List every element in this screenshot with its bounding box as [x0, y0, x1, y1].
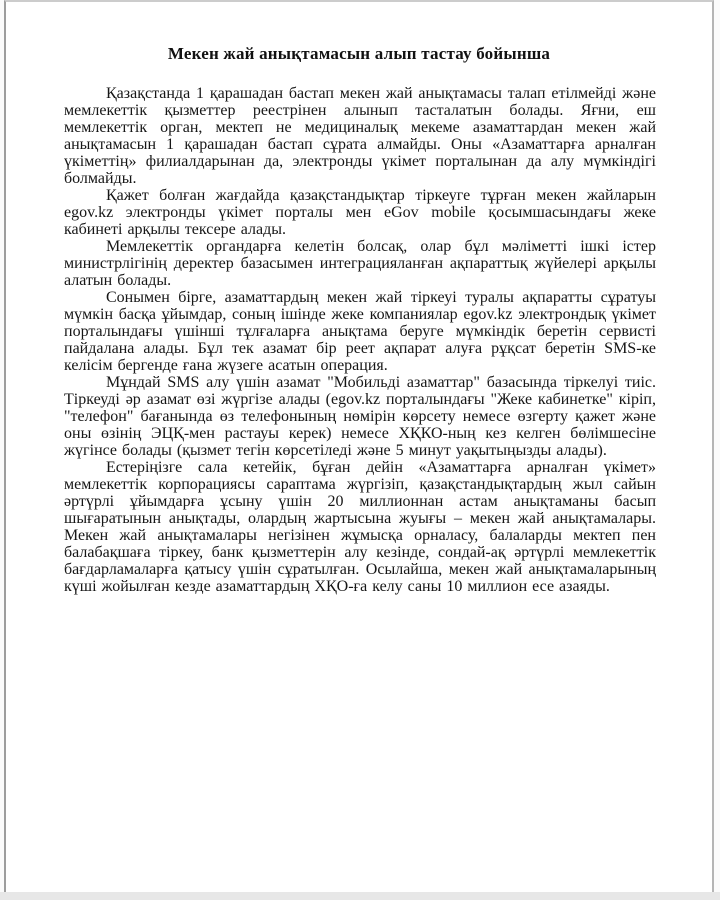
- paragraph: Қазақстанда 1 қарашадан бастап мекен жай анықтамасы талап етілмейді және мемлекеттік қызметтер реестрінен алынып тасталатын болады. Яғни, еш мемлекеттік орган, мектеп не медициналық мекеме азаматтардан мекен жай анықтамасын 1 қарашадан бастап сұрата алмайды. Оны «Азаматтарға арналған үкіметтің» филиалдарынан да, электронды үкімет порталынан да алу мүмкіндігі болмайды.: [64, 85, 656, 187]
- page-bottom-margin: [0, 892, 720, 900]
- paragraph: Сонымен бірге, азаматтардың мекен жай тіркеуі туралы ақпаратты сұратуы мүмкін басқа ұйымдар, соның ішінде жеке компаниялар egov.kz электрондық үкімет порталындағы үшінші тұлғаларға анықтама беруге мүмкіндік беретін сервисті пайдалана алады. Бұл тек азамат бір реет ақпарат алуға рұқсат беретін SMS-ке келісім бергенде ғана жүзеге асатын операция.: [64, 289, 656, 374]
- paragraph: Қажет болған жағдайда қазақстандықтар тіркеуге тұрған мекен жайларын egov.kz электронды үкімет порталы мен eGov mobile қосымшасындағы жеке кабинеті арқылы тексере алады.: [64, 187, 656, 238]
- document-page: [4, 0, 714, 892]
- paragraph: Естеріңізге сала кетейік, бұған дейін «Азаматтарға арналған үкімет» мемлекеттік корпорациясы сараптама жүргізіп, қазақстандықтардың жыл сайын әртүрлі ұйымдарға ұсыну үшін 20 миллионнан астам анықтаманы басып шығаратынын анықтады, олардың жартысына жуығы – мекен жай анықтамалары. Мекен жай анықтамалары негізінен жұмысқа орналасу, балаларды мектеп пен балабақшаға тіркеу, банк қызметтерін алу кезінде, сондай-ақ әртүрлі мемлекеттік бағдарламаларға қатысу үшін сұратылған. Осылайша, мекен жай анықтамаларының күші жойылған кезде азаматтардың ХҚО-ға келу саны 10 миллион есе азаяды.: [64, 459, 656, 595]
- document-title: Мекен жай анықтамасын алып тастау бойынша: [167, 44, 551, 63]
- paragraph: Мұндай SMS алу үшін азамат "Мобильді азаматтар" базасында тіркелуі тиіс. Тіркеуді әр азамат өзі жүргізе алады (egov.kz порталындағы "Жеке кабинетке" кіріп, "телефон" бағанында өз телефонының нөмірін көрсету немесе өзгерту қажет және оны өзінің ЭЦҚ-мен растауы керек) немесе ХҚКО-ның кез келген бөлімшесіне жүгінсе болады (қызмет тегін көрсетіледі және 5 минут уақытыңызды алады).: [64, 374, 656, 459]
- paragraph: Мемлекеттік органдарға келетін болсақ, олар бұл мәліметті ішкі істер министрлігінің деректер базасымен интеграцияланған ақпараттық жүйелері арқылы алатын болады.: [64, 238, 656, 289]
- document-body: [6, 85, 712, 595]
